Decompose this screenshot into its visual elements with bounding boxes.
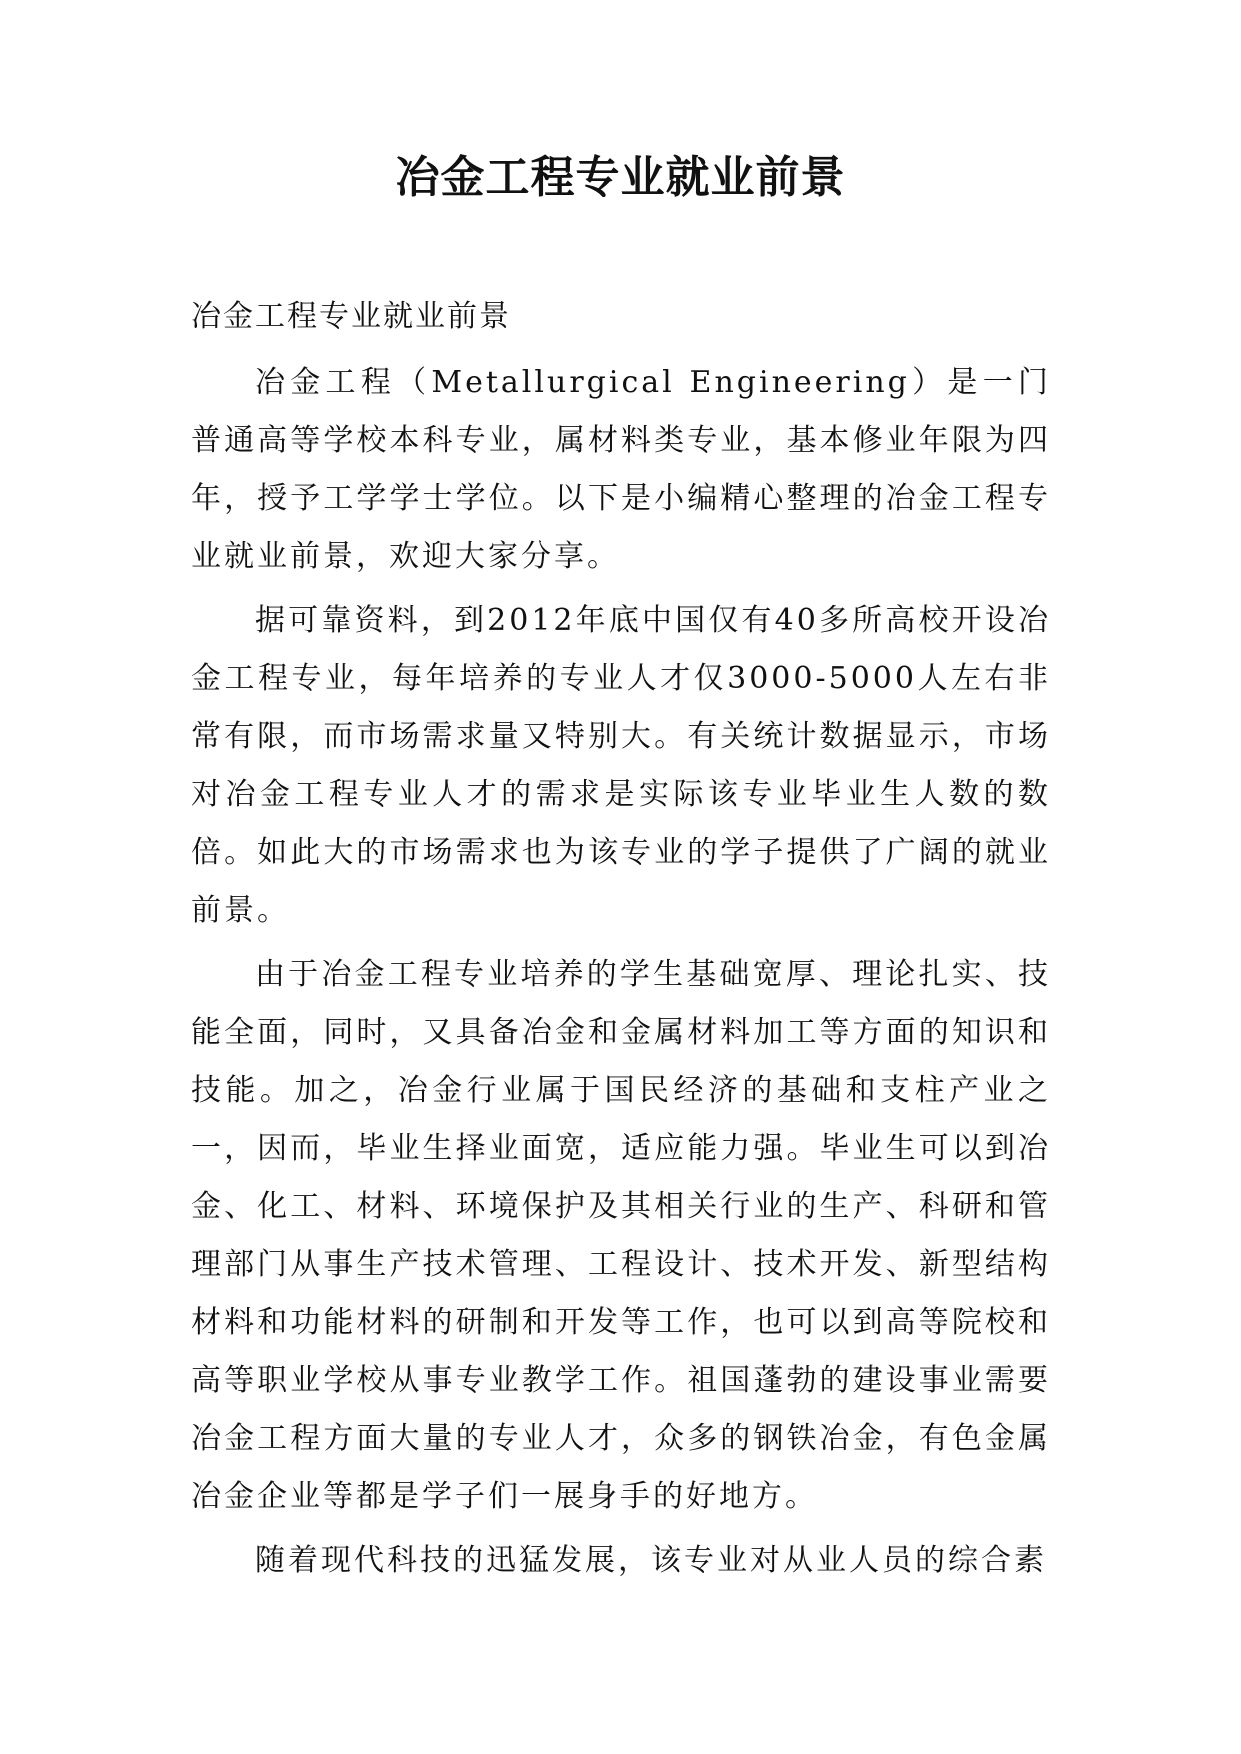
paragraph-intro: 冶金工程（Metallurgical Engineering）是一门普通高等学校本科专业，属材料类专业，基本修业年限为四年，授予工学学士学位。以下是小编精心整理的冶金工程专业就业前景，欢迎大家分享。 <box>191 365 1051 574</box>
document-subtitle: 冶金工程专业就业前景 <box>191 299 511 334</box>
paragraph-market-demand: 据可靠资料，到2012年底中国仅有40多所高校开设冶金工程专业，每年培养的专业人才仅3000-5000人左右非常有限，而市场需求量又特别大。有关统计数据显示，市场对冶金工程专业人才的需求是实际该专业毕业生人数的数倍。如此大的市场需求也为该专业的学子提供了广阔的就业前景。 <box>191 603 1051 928</box>
paragraph-career-options: 由于冶金工程专业培养的学生基础宽厚、理论扎实、技能全面，同时，又具备冶金和金属材料加工等方面的知识和技能。加之，冶金行业属于国民经济的基础和支柱产业之一，因而，毕业生择业面宽，适应能力强。毕业生可以到冶金、化工、材料、环境保护及其相关行业的生产、科研和管理部门从事生产技术管理、工程设计、技术开发、新型结构材料和功能材料的研制和开发等工作，也可以到高等院校和高等职业学校从事专业教学工作。祖国蓬勃的建设事业需要冶金工程方面大量的专业人才，众多的钢铁冶金，有色金属冶金企业等都是学子们一展身手的好地方。 <box>191 957 1051 1514</box>
document-body <box>191 288 1051 1596</box>
document-title: 冶金工程专业就业前景 <box>395 152 846 203</box>
paragraph-tech-development: 随着现代科技的迅猛发展，该专业对从业人员的综合素 <box>255 1543 1047 1578</box>
